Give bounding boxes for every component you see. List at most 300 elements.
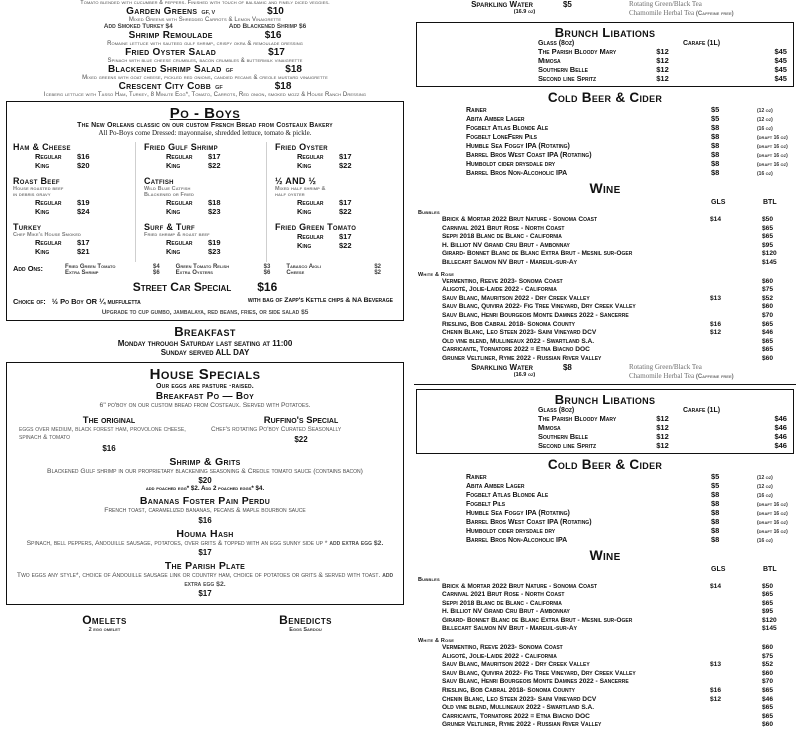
bottom-section-title: Omelets bbox=[4, 613, 205, 627]
brunch-item-name: The Parish Bloody Mary bbox=[538, 414, 656, 423]
sparkling-water-price-mid: $8 bbox=[563, 363, 572, 372]
salad-description: Mixed Greens with Shredded Carrots & Lemon Vinaigrette bbox=[4, 17, 406, 23]
po-boy-size-price: $19 bbox=[77, 198, 90, 207]
house-special-item-price: $17 bbox=[13, 548, 397, 557]
po-boy-column bbox=[13, 142, 135, 262]
wine-glass-price bbox=[710, 713, 762, 722]
wine-row bbox=[414, 233, 796, 242]
po-boy-note: in debris gravy bbox=[13, 192, 129, 198]
beer-size: (draft 16 oz) bbox=[757, 153, 788, 159]
wine-row bbox=[414, 338, 796, 347]
cold-beer-title-top: Cold Beer & Cider bbox=[414, 90, 796, 105]
cold-beer-title-bottom: Cold Beer & Cider bbox=[414, 457, 796, 472]
wine-bottle-price: $65 bbox=[762, 687, 773, 696]
wine-bottle-price: $75 bbox=[762, 653, 773, 662]
beer-row bbox=[414, 517, 796, 526]
po-boy-size-row bbox=[144, 207, 260, 216]
wine-bottle-price: $60 bbox=[762, 670, 773, 679]
wine-glass-price: $12 bbox=[710, 329, 762, 338]
brunch-carafe-price: $45 bbox=[774, 65, 787, 74]
po-boy-size-label: King bbox=[297, 241, 339, 250]
po-boy-size-price: $20 bbox=[77, 161, 90, 170]
po-boy-size-label: Regular bbox=[35, 238, 77, 247]
wine-row bbox=[414, 670, 796, 679]
sparkling-water-size: (16.9 oz) bbox=[414, 9, 629, 15]
po-boy-size-row bbox=[13, 207, 129, 216]
wine-row bbox=[414, 312, 796, 321]
brunch-header-bottom bbox=[423, 407, 787, 414]
wine-row bbox=[414, 295, 796, 304]
salad-name: Shrimp Remoulade bbox=[129, 30, 213, 41]
wine-groups-top bbox=[414, 210, 796, 364]
po-boy-size-price: $24 bbox=[77, 207, 90, 216]
wine-glass-price bbox=[710, 653, 762, 662]
po-boy-size-label: King bbox=[35, 207, 77, 216]
wine-row bbox=[414, 713, 796, 722]
po-boy-size-price: $23 bbox=[208, 207, 221, 216]
po-boy-item bbox=[275, 176, 391, 216]
brunch-col-carafe-bottom: Carafe (1L) bbox=[683, 407, 720, 414]
beer-price: $8 bbox=[711, 159, 757, 168]
po-boy-addon-price: $4 bbox=[153, 264, 160, 270]
brunch-carafe-price: $46 bbox=[774, 423, 787, 432]
house-special-item-addon: add extra egg $2. bbox=[184, 572, 393, 588]
street-car-choice bbox=[13, 297, 397, 306]
beer-row bbox=[414, 481, 796, 490]
wine-row bbox=[414, 644, 796, 653]
salad-addons bbox=[4, 23, 406, 30]
wine-bottle-price: $52 bbox=[762, 661, 773, 670]
wine-bottle-price: $120 bbox=[762, 250, 777, 259]
tea-chamomile-mid: Chamomile Herbal Tea bbox=[629, 372, 694, 380]
brunch-carafe-price: $46 bbox=[774, 414, 787, 423]
po-boy-item bbox=[144, 142, 260, 170]
brunch-row bbox=[423, 56, 787, 65]
po-boy-addon bbox=[286, 270, 397, 276]
beer-price: $8 bbox=[711, 526, 757, 535]
breakfast-poboy-title: Breakfast Po — Boy bbox=[13, 391, 397, 402]
wine-glass-price bbox=[710, 242, 762, 251]
po-boy-size-label: Regular bbox=[297, 198, 339, 207]
salad-item bbox=[4, 30, 406, 41]
wine-glass-price bbox=[710, 600, 762, 609]
salad-partial-desc: Tomato blended with cucumber & peppers. Finished with touch of balsamic and finely diced veggies. bbox=[4, 0, 406, 6]
wine-name: Seppi 2018 Blanc de Blanc - California bbox=[442, 600, 710, 609]
beer-size: (draft 16 oz) bbox=[757, 511, 788, 517]
po-boy-size-row bbox=[275, 241, 391, 250]
beer-size: (draft 16 oz) bbox=[757, 502, 788, 508]
house-special-item-desc: French toast, caramelized bananas, pecans & maple bourbon sauce bbox=[13, 507, 397, 516]
salad-name: Garden Greens bbox=[126, 6, 197, 17]
brunch-glass-price: $12 bbox=[656, 65, 774, 74]
sparkling-water-size-mid: (16.9 oz) bbox=[414, 372, 629, 378]
salad-item bbox=[4, 47, 406, 58]
po-boy-addon bbox=[65, 270, 176, 276]
brunch-rows-top bbox=[423, 47, 787, 83]
house-special-half bbox=[205, 415, 397, 453]
wine-row bbox=[414, 216, 796, 225]
po-boy-size-label: Regular bbox=[166, 238, 208, 247]
po-boy-size-row bbox=[275, 198, 391, 207]
po-boy-size-row bbox=[144, 198, 260, 207]
po-boy-size-label: King bbox=[297, 161, 339, 170]
beer-name: Barrel Bros Non-Alcoholic IPA bbox=[466, 537, 711, 544]
wine-bottle-price: $60 bbox=[762, 303, 773, 312]
po-boy-size-row bbox=[13, 198, 129, 207]
beer-price: $8 bbox=[711, 508, 757, 517]
beer-size: (16 oz) bbox=[757, 493, 773, 499]
house-specials-items bbox=[13, 456, 397, 599]
beer-name: Abita Amber Lager bbox=[466, 116, 711, 123]
po-boy-size-label: Regular bbox=[166, 152, 208, 161]
po-boy-addon-price: $6 bbox=[153, 270, 160, 276]
wine-name: Billecart Salmon NV Brut - Mareuil-sur-Ay bbox=[442, 259, 710, 268]
brunch-title-top: Brunch Libations bbox=[423, 25, 787, 40]
po-boy-addon-name: Tabasco Aioli bbox=[286, 264, 321, 270]
beer-row bbox=[414, 499, 796, 508]
sparkling-water-name: Sparkling Water bbox=[471, 0, 533, 9]
beer-size: (16 oz) bbox=[757, 538, 773, 544]
po-boy-addon-name: Green Tomato Relish bbox=[176, 264, 229, 270]
po-boy-name: Ham & Cheese bbox=[13, 142, 129, 152]
sparkling-water-name-mid: Sparkling Water bbox=[471, 363, 533, 372]
wine-name: Carnival 2021 Brut Rose - North Coast bbox=[442, 591, 710, 600]
po-boy-name: Catfish bbox=[144, 176, 260, 186]
wine-bottle-price: $75 bbox=[762, 286, 773, 295]
sparkling-water-mid-row bbox=[414, 363, 796, 382]
beer-price: $5 bbox=[711, 105, 757, 114]
beer-size: (draft 16 oz) bbox=[757, 520, 788, 526]
wine-name: Girard- Bonnet Blanc de Blanc Extra Brut - Mesnil sur-Oger bbox=[442, 617, 710, 626]
wine-row bbox=[414, 242, 796, 251]
wine-name: Sauv Blanc, Mauritson 2022 - Dry Creek Valley bbox=[442, 661, 710, 670]
po-boy-size-price: $19 bbox=[208, 238, 221, 247]
breakfast-title: Breakfast bbox=[4, 324, 406, 339]
po-boy-column bbox=[135, 142, 266, 262]
omelets-benedicts-row bbox=[4, 613, 406, 633]
breakfast-poboy-sub: 6" po'boy on our custom bread from Costeaux. Served with Potatoes. bbox=[13, 402, 397, 411]
po-boy-addon-price: $3 bbox=[264, 264, 271, 270]
wine-name: Riesling, Bob Cabral 2018- Sonoma County bbox=[442, 321, 710, 330]
wine-glass-price bbox=[710, 704, 762, 713]
house-special-half bbox=[13, 415, 205, 453]
brunch-carafe-price: $45 bbox=[774, 56, 787, 65]
wine-bottle-price: $50 bbox=[762, 216, 773, 225]
salad-item bbox=[4, 64, 406, 75]
house-special-name: Ruffino's Special bbox=[211, 415, 391, 426]
beer-price: $8 bbox=[711, 150, 757, 159]
wine-name: Sauv Blanc, Mauritson 2022 - Dry Creek Valley bbox=[442, 295, 710, 304]
wine-bottle-price: $65 bbox=[762, 321, 773, 330]
sparkling-water-price: $5 bbox=[563, 0, 572, 9]
wine-bottle-price: $65 bbox=[762, 346, 773, 355]
beer-price: $8 bbox=[711, 141, 757, 150]
beer-row bbox=[414, 132, 796, 141]
po-boy-item bbox=[275, 142, 391, 170]
po-boy-size-price: $16 bbox=[77, 152, 90, 161]
brunch-glass-price: $12 bbox=[656, 441, 774, 450]
wine-col-btl-top: BTL bbox=[763, 199, 777, 206]
wine-category: White & Rose bbox=[414, 272, 796, 278]
brunch-row bbox=[423, 47, 787, 56]
wine-row bbox=[414, 678, 796, 687]
po-boy-name: ½ AND ½ bbox=[275, 176, 391, 186]
house-special-item-addon: add extra egg $2. bbox=[327, 540, 383, 547]
salad-addon: Add Blackened Shrimp $6 bbox=[229, 23, 306, 30]
po-boys-addons bbox=[13, 264, 397, 276]
house-special-item-name: Shrimp & Grits bbox=[13, 456, 397, 468]
wine-row bbox=[414, 286, 796, 295]
wine-glass-price bbox=[710, 670, 762, 679]
po-boy-size-price: $22 bbox=[339, 161, 352, 170]
wine-name: Old vine blend, Mullineaux 2022 - Swartland S.A. bbox=[442, 704, 710, 713]
po-boy-addon bbox=[176, 270, 287, 276]
wine-row bbox=[414, 625, 796, 634]
wine-bottle-price: $52 bbox=[762, 295, 773, 304]
bottom-section bbox=[4, 613, 205, 633]
po-boy-size-label: King bbox=[35, 247, 77, 256]
wine-name: Carricante, Tornatore 2022 = Etna Biacno DOC bbox=[442, 346, 710, 355]
po-boys-dressed-note: All Po-Boys come Dressed: mayonnaise, shredded lettuce, tomato & pickle. bbox=[13, 129, 397, 137]
wine-glass-price bbox=[710, 312, 762, 321]
bottom-section bbox=[205, 613, 406, 633]
wine-name: Carricante, Tornatore 2022 = Etna Biacno DOC bbox=[442, 713, 710, 722]
brunch-glass-price: $12 bbox=[656, 74, 774, 83]
wine-bottle-price: $70 bbox=[762, 312, 773, 321]
po-boy-size-price: $21 bbox=[77, 247, 90, 256]
wine-glass-price: $13 bbox=[710, 661, 762, 670]
house-special-item-price: $17 bbox=[13, 589, 397, 598]
brunch-row bbox=[423, 423, 787, 432]
wine-row bbox=[414, 225, 796, 234]
wine-name: Vermentino, Reeve 2023- Sonoma Coast bbox=[442, 644, 710, 653]
po-boy-addon-price: $2 bbox=[374, 264, 381, 270]
wine-bottle-price: $65 bbox=[762, 704, 773, 713]
choice-text: ½ Po Boy OR ¼ muffuletta bbox=[52, 297, 141, 306]
wine-row bbox=[414, 600, 796, 609]
po-boy-size-price: $23 bbox=[208, 247, 221, 256]
wine-name: Sauv Blanc, Quivira 2022- Fig Tree Vineyard, Dry Creek Valley bbox=[442, 303, 710, 312]
beer-price: $8 bbox=[711, 499, 757, 508]
salad-description: Iceberg lettuce with Tasso Ham, Turkey, 8 Minute Egg*, Tomato, Carrots, Red onion, smoked mozz & House Ranch Dressing bbox=[4, 92, 406, 98]
po-boy-item bbox=[144, 176, 260, 216]
wine-name: Old vine blend, Mullineaux 2022 - Swartland S.A. bbox=[442, 338, 710, 347]
po-boy-size-label: Regular bbox=[166, 198, 208, 207]
salad-description: Spinach with blue cheese crumbles, bacon crumbles & buttermilk vinaigrette bbox=[4, 58, 406, 64]
po-boy-addon-name: Extra Oysters bbox=[176, 270, 213, 276]
brunch-carafe-price: $46 bbox=[774, 432, 787, 441]
po-boy-size-label: King bbox=[297, 207, 339, 216]
po-boy-note: Chef Mike's House Smoked bbox=[13, 232, 129, 238]
po-boy-item bbox=[13, 142, 129, 170]
wine-bottle-price: $65 bbox=[762, 713, 773, 722]
po-boy-name: Fried Oyster bbox=[275, 142, 391, 152]
po-boy-item bbox=[144, 222, 260, 256]
brunch-item-name: Second line Spritz bbox=[538, 441, 656, 450]
salad-item bbox=[4, 6, 406, 17]
wine-col-gls-top: GLS bbox=[711, 199, 763, 206]
po-boy-size-row bbox=[144, 247, 260, 256]
house-specials-box bbox=[6, 362, 404, 605]
po-boy-size-price: $18 bbox=[208, 198, 221, 207]
salad-tags: GF bbox=[226, 68, 234, 74]
cold-beer-section-bottom bbox=[414, 457, 796, 544]
po-boy-note: Blackened or Fried bbox=[144, 192, 260, 198]
beer-row bbox=[414, 123, 796, 132]
wine-row bbox=[414, 661, 796, 670]
po-boy-size-label: Regular bbox=[297, 152, 339, 161]
brunch-row bbox=[423, 432, 787, 441]
brunch-item-name: Mimosa bbox=[538, 423, 656, 432]
beer-size: (draft 16 oz) bbox=[757, 144, 788, 150]
po-boy-size-label: Regular bbox=[297, 232, 339, 241]
wine-name: Chenin Blanc, Leo Steen 2023- Saini Vineyard DCV bbox=[442, 329, 710, 338]
wine-col-gls-bottom: GLS bbox=[711, 566, 763, 573]
choice-note: with bag of Zapp's Kettle chips & NA Beverage bbox=[248, 297, 397, 306]
sparkling-water-top-row bbox=[414, 0, 796, 19]
beer-name: Humble Sea Foggy IPA (Rotating) bbox=[466, 143, 711, 150]
wine-glass-price bbox=[710, 625, 762, 634]
wine-bottle-price: $120 bbox=[762, 617, 777, 626]
po-boy-size-price: $22 bbox=[339, 241, 352, 250]
po-boy-size-label: Regular bbox=[35, 198, 77, 207]
house-special-desc: eggs over medium, black forest ham, provolone cheese, spinach & tomato bbox=[19, 426, 199, 443]
breakfast-banner bbox=[4, 324, 406, 357]
house-special-item-desc: Two eggs any style*, choice of Andouille sausage link or country ham, choice of potatoes or grits & served with toast. add extra egg $2. bbox=[13, 572, 397, 589]
po-boy-size-row bbox=[13, 238, 129, 247]
brunch-item-name: Southern Belle bbox=[538, 65, 656, 74]
wine-header-top bbox=[414, 199, 796, 206]
house-special-item-price: $20 bbox=[13, 476, 397, 485]
wine-title-bottom: Wine bbox=[414, 547, 796, 563]
wine-glass-price bbox=[710, 346, 762, 355]
wine-glass-price bbox=[710, 225, 762, 234]
beer-name: Fogbelt Atlas Blonde Ale bbox=[466, 125, 711, 132]
tea-list-top bbox=[629, 0, 734, 19]
po-boys-box bbox=[6, 101, 404, 321]
po-boy-size-row bbox=[13, 247, 129, 256]
salad-description: Romaine lettuce with sauteed gulf shrimp, crispy okra & remoulade dressing bbox=[4, 41, 406, 47]
brunch-row bbox=[423, 441, 787, 450]
salad-name: Crescent City Cobb bbox=[119, 81, 212, 92]
beer-size: (draft 16 oz) bbox=[757, 529, 788, 535]
wine-category: White & Rose bbox=[414, 638, 796, 644]
beer-price: $8 bbox=[711, 490, 757, 499]
brunch-libations-box-top bbox=[416, 22, 794, 87]
po-boy-name: Turkey bbox=[13, 222, 129, 232]
po-boy-name: Fried Gulf Shrimp bbox=[144, 142, 260, 152]
po-boy-name: Roast Beef bbox=[13, 176, 129, 186]
wine-bottle-price: $65 bbox=[762, 338, 773, 347]
po-boy-size-row bbox=[275, 232, 391, 241]
wine-glass-price bbox=[710, 278, 762, 287]
po-boy-addon-column bbox=[176, 264, 287, 276]
wine-bottle-price: $60 bbox=[762, 644, 773, 653]
po-boy-note: Fried shrimp & roast beef bbox=[144, 232, 260, 238]
wine-section-top bbox=[414, 180, 796, 364]
po-boy-addon-column bbox=[286, 264, 397, 276]
wine-glass-price bbox=[710, 303, 762, 312]
po-boy-column bbox=[266, 142, 397, 262]
beer-price: $8 bbox=[711, 168, 757, 177]
salad-price: $18 bbox=[285, 64, 302, 75]
po-boy-size-label: Regular bbox=[35, 152, 77, 161]
beer-row bbox=[414, 526, 796, 535]
beer-price: $8 bbox=[711, 517, 757, 526]
wine-glass-price bbox=[710, 233, 762, 242]
beer-name: Fogbelt LoneFern Pils bbox=[466, 134, 711, 141]
beer-row bbox=[414, 141, 796, 150]
wine-bottle-price: $65 bbox=[762, 600, 773, 609]
brunch-header-top bbox=[423, 40, 787, 47]
beer-price: $5 bbox=[711, 481, 757, 490]
po-boy-size-price: $22 bbox=[208, 161, 221, 170]
wine-bottle-price: $60 bbox=[762, 278, 773, 287]
house-specials-title: House Specials bbox=[13, 366, 397, 383]
beer-row bbox=[414, 159, 796, 168]
wine-glass-price bbox=[710, 721, 762, 730]
brunch-row bbox=[423, 74, 787, 83]
wine-row bbox=[414, 608, 796, 617]
street-car-upgrade: Upgrade to cup gumbo, jambalaya, red beans, fries, or side salad $5 bbox=[13, 309, 397, 316]
wine-bottle-price: $65 bbox=[762, 225, 773, 234]
wine-glass-price bbox=[710, 338, 762, 347]
wine-row bbox=[414, 303, 796, 312]
po-boy-size-row bbox=[144, 238, 260, 247]
house-special-price: $22 bbox=[211, 435, 391, 444]
wine-name: Sauv Blanc, Quivira 2022- Fig Tree Vineyard, Dry Creek Valley bbox=[442, 670, 710, 679]
wine-name: Brick & Mortar 2022 Brut Nature - Sonoma Coast bbox=[442, 216, 710, 225]
wine-glass-price: $12 bbox=[710, 696, 762, 705]
tea-green-black: Rotating Green/Black Tea bbox=[629, 0, 734, 9]
brunch-libations-box-bottom bbox=[416, 389, 794, 454]
beer-name: Barrel Bros Non-Alcoholic IPA bbox=[466, 170, 711, 177]
wine-name: Riesling, Bob Cabral 2018- Sonoma County bbox=[442, 687, 710, 696]
wine-bottle-price: $70 bbox=[762, 678, 773, 687]
right-column bbox=[410, 0, 800, 600]
po-boy-name: Surf & Turf bbox=[144, 222, 260, 232]
salad-price: $18 bbox=[275, 81, 292, 92]
breakfast-hours-2: Sunday served ALL DAY bbox=[4, 348, 406, 357]
brunch-rows-bottom bbox=[423, 414, 787, 450]
po-boy-addon-price: $2 bbox=[374, 270, 381, 276]
wine-glass-price: $14 bbox=[710, 216, 762, 225]
wine-name: H. Billiot NV Grand Cru Brut - Ambonnay bbox=[442, 608, 710, 617]
beer-row bbox=[414, 535, 796, 544]
wine-glass-price bbox=[710, 678, 762, 687]
wine-row bbox=[414, 704, 796, 713]
house-specials-two-up bbox=[13, 415, 397, 453]
beer-size: (16 oz) bbox=[757, 171, 773, 177]
salad-price: $16 bbox=[265, 30, 282, 41]
wine-row bbox=[414, 721, 796, 730]
wine-row bbox=[414, 696, 796, 705]
salads-section bbox=[4, 0, 406, 98]
wine-bottle-price: $65 bbox=[762, 591, 773, 600]
brunch-item-name: The Parish Bloody Mary bbox=[538, 47, 656, 56]
salad-price: $10 bbox=[267, 6, 284, 17]
po-boy-size-price: $17 bbox=[77, 238, 90, 247]
brunch-item-name: Southern Belle bbox=[538, 432, 656, 441]
house-special-item-addon: add poached egg* $2. Add 2 poached eggs* $4. bbox=[13, 485, 397, 492]
wine-glass-price: $13 bbox=[710, 295, 762, 304]
po-boy-addon-name: Extra Shrimp bbox=[65, 270, 98, 276]
wine-title-top: Wine bbox=[414, 180, 796, 196]
tea-chamomile: Chamomile Herbal Tea bbox=[629, 9, 694, 17]
street-car-title: Street Car Special bbox=[133, 280, 231, 294]
salad-price: $17 bbox=[268, 47, 285, 58]
wine-bottle-price: $95 bbox=[762, 608, 773, 617]
